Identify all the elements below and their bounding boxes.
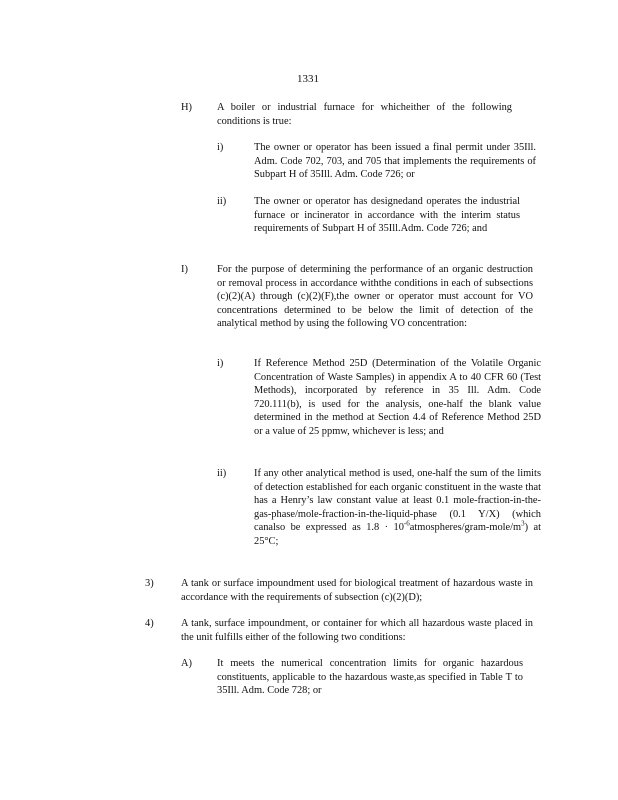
- subitem-text: The owner or operator has been issued a final permit under 35Ill. Adm. Code 702, 703, and 705 that implements the requirements of Subpart H of 35Ill. Adm. Code 726; or: [254, 142, 536, 181]
- subitem-label: i): [217, 358, 224, 369]
- subitem-text: It meets the numerical concentration limits for organic hazardous constituents, applicable to the hazardous waste,as specified in Table T to 35Ill. Adm. Code 728; or: [217, 658, 523, 697]
- subitem-text-part: If any other analytical method is used, one-half the sum of the limits of detection established for each organic constituent in the waste that has a Henry’s law constant value at least 0.1 mole-fraction-in-the-gas-phase/mole-fraction-in-the-liquid-phase (0.1 Y/X) (which canalso be expressed as 1.8 · 10: [254, 468, 541, 534]
- subitem-label: A): [181, 658, 192, 669]
- item-text: For the purpose of determining the performance of an organic destruction or removal process in accordance withthe conditions in each of subsections (c)(2)(A) through (c)(2)(F),the owner or operator must account for VO concentrations determined to be below the limit of detection of the analytical method by using the following VO concentration:: [217, 264, 533, 330]
- item-label: 3): [145, 578, 154, 589]
- item-text: A tank, surface impoundment, or container for which all hazardous waste placed in the unit fulfills either of the following two conditions:: [181, 618, 533, 643]
- subitem-label: ii): [217, 468, 227, 479]
- subitem-text-part: atmospheres/gram-mole/m: [409, 522, 522, 534]
- item-label: I): [181, 264, 188, 275]
- superscript: -6: [403, 519, 410, 528]
- subitem-text: [254, 467, 541, 549]
- subitem-text: If Reference Method 25D (Determination of the Volatile Organic Concentration of Waste Samples) in appendix A to 40 CFR 60 (Test Methods), incorporated by reference in 35 Ill. Adm. Code 720.111(b), is used for the analysis, one-half the blank value determined in the method at Section 4.4 of Reference Method 25D or a value of 25 ppmw, whichever is less; and: [254, 358, 541, 437]
- subitem-label: i): [217, 142, 224, 153]
- item-label: 4): [145, 618, 154, 629]
- subitem-text-part: ) at 25°C;: [254, 522, 541, 547]
- item-label: H): [181, 102, 192, 113]
- subitem-text: The owner or operator has designedand operates the industrial furnace or incinerator in accordance with the interim status requirements of Subpart H of 35Ill.Adm. Code 726; and: [254, 196, 520, 235]
- superscript: 3: [521, 519, 525, 528]
- item-text: A tank or surface impoundment used for biological treatment of hazardous waste in accordance with the requirements of subsection (c)(2)(D);: [181, 578, 533, 603]
- page-number: 1331: [297, 73, 319, 85]
- item-text: A boiler or industrial furnace for whicheither of the following conditions is true:: [217, 102, 512, 127]
- subitem-label: ii): [217, 196, 227, 207]
